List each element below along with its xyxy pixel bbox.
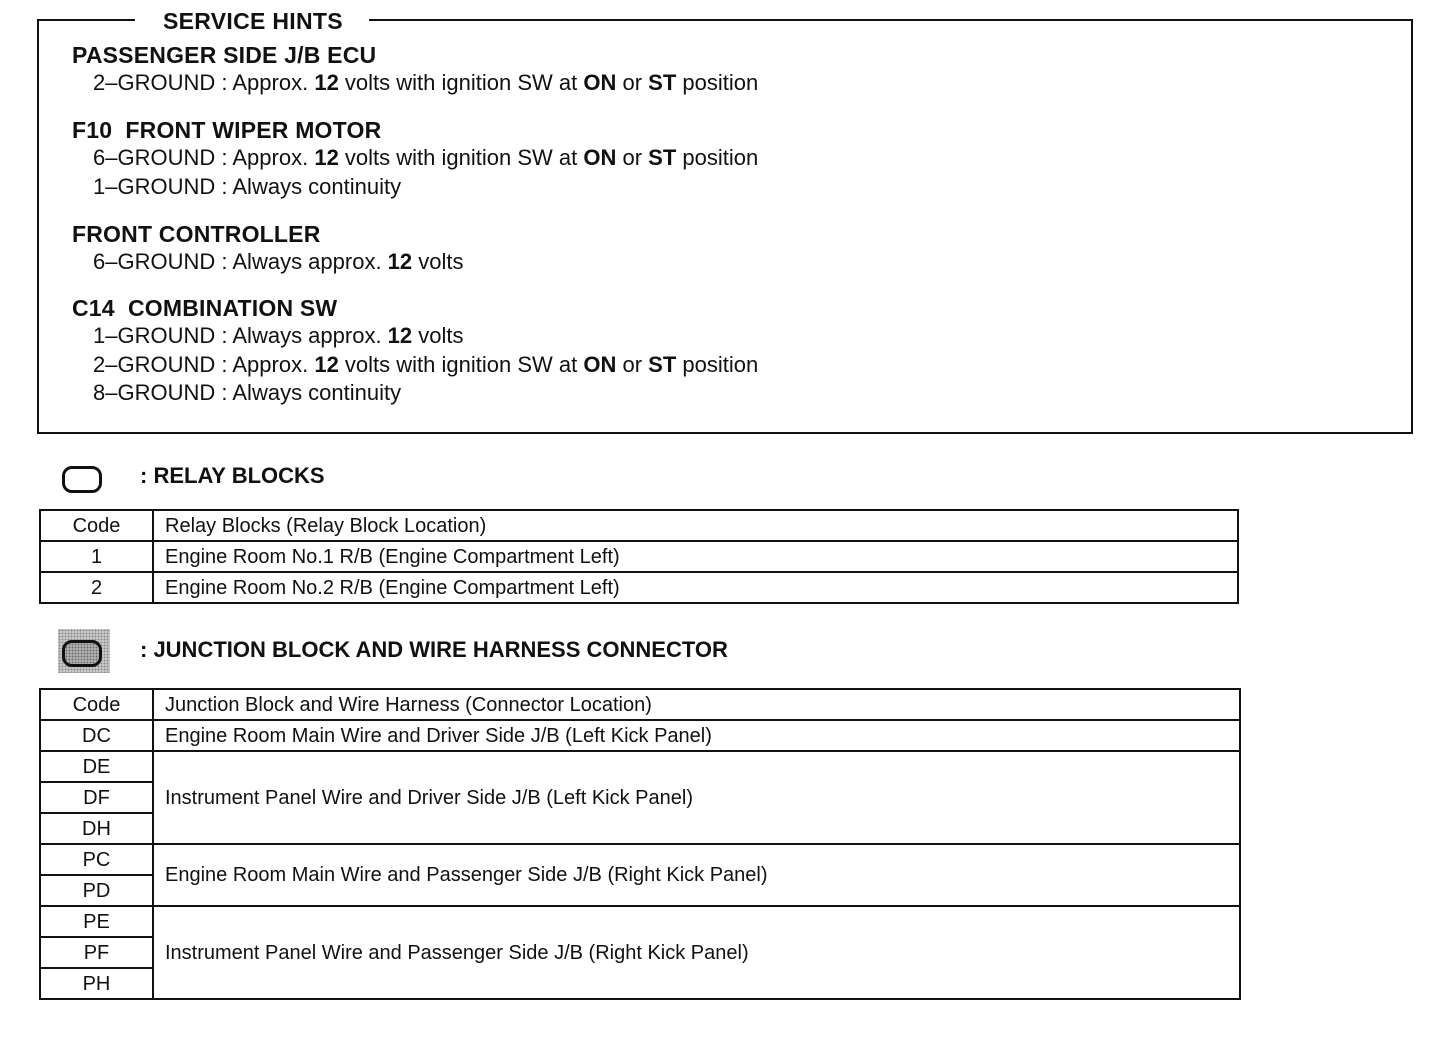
emphasis-text: 12 <box>314 145 339 170</box>
description-cell: Engine Room No.2 R/B (Engine Compartment Left) <box>153 572 1238 603</box>
hint-text: or <box>616 351 649 377</box>
table-row <box>40 844 1240 875</box>
emphasis-text: 12 <box>314 351 339 377</box>
emphasis-text: ON <box>583 70 617 95</box>
hint-heading: C14 COMBINATION SW <box>72 295 338 321</box>
hint-text: Approx. <box>227 145 315 170</box>
hint-text: or <box>616 70 649 95</box>
description-header: Junction Block and Wire Harness (Connector Location) <box>153 689 1240 720</box>
hint-group-combination-sw <box>72 294 758 408</box>
code-cell: PC <box>40 844 153 875</box>
table-header-row <box>40 510 1238 541</box>
hint-line <box>72 173 758 202</box>
code-cell: 2 <box>40 572 153 603</box>
emphasis-text: ST <box>648 70 677 95</box>
hint-text: Approx. <box>227 351 315 377</box>
description-header: Relay Blocks (Relay Block Location) <box>153 510 1238 541</box>
pin-label: 2–GROUND : <box>93 351 228 377</box>
code-cell: PE <box>40 906 153 937</box>
pin-label: 1–GROUND : <box>93 323 228 348</box>
table-row <box>40 541 1238 572</box>
hint-heading: F10 FRONT WIPER MOTOR <box>72 117 382 143</box>
table-row <box>40 572 1238 603</box>
code-cell: PH <box>40 968 153 999</box>
code-cell: PD <box>40 875 153 906</box>
hint-group-front-wiper-motor <box>72 116 758 201</box>
emphasis-text: 12 <box>387 249 413 274</box>
code-cell: 1 <box>40 541 153 572</box>
table-row <box>40 906 1240 937</box>
hint-line <box>72 248 464 277</box>
code-cell: PF <box>40 937 153 968</box>
emphasis-text: 12 <box>314 70 339 95</box>
table-row <box>40 751 1240 782</box>
hint-line <box>72 69 758 98</box>
hint-text: position <box>676 70 759 95</box>
hint-text: volts with ignition SW at <box>338 145 584 170</box>
table-row <box>40 720 1240 751</box>
code-cell: DF <box>40 782 153 813</box>
hint-text: Always continuity <box>227 380 402 405</box>
hint-text: volts <box>412 249 464 274</box>
hint-line <box>72 144 758 173</box>
service-hints-title: SERVICE HINTS <box>135 7 369 35</box>
table-header-row <box>40 689 1240 720</box>
hint-group-passenger-jb-ecu <box>72 41 758 98</box>
hint-text: volts <box>412 323 464 348</box>
description-cell: Engine Room Main Wire and Driver Side J/B (Left Kick Panel) <box>153 720 1240 751</box>
pin-label: 6–GROUND : <box>93 145 228 170</box>
junction-block-label: : JUNCTION BLOCK AND WIRE HARNESS CONNECTOR <box>140 637 728 662</box>
emphasis-text: 12 <box>387 323 413 348</box>
pin-label: 8–GROUND : <box>93 380 228 405</box>
code-cell: DE <box>40 751 153 782</box>
junction-block-table <box>39 688 1241 1000</box>
hint-group-front-controller <box>72 220 464 277</box>
code-cell: DC <box>40 720 153 751</box>
emphasis-text: ST <box>648 145 677 170</box>
hint-heading: PASSENGER SIDE J/B ECU <box>72 42 377 68</box>
description-cell: Instrument Panel Wire and Passenger Side J/B (Right Kick Panel) <box>153 906 1240 999</box>
pin-label: 6–GROUND : <box>93 249 228 274</box>
relay-blocks-label: : RELAY BLOCKS <box>140 463 325 488</box>
service-hints-box <box>37 8 1413 434</box>
hint-line <box>72 379 758 408</box>
description-cell: Engine Room Main Wire and Passenger Side J/B (Right Kick Panel) <box>153 844 1240 906</box>
emphasis-text: ON <box>583 145 617 170</box>
hint-text: volts with ignition SW at <box>338 70 584 95</box>
hint-text: Approx. <box>227 70 315 95</box>
junction-block-symbol-icon <box>62 640 102 667</box>
hint-text: position <box>676 351 759 377</box>
hint-heading: FRONT CONTROLLER <box>72 221 321 247</box>
hint-text: position <box>676 145 759 170</box>
hint-text: Always approx. <box>227 323 388 348</box>
relay-blocks-table <box>39 509 1239 604</box>
emphasis-text: ST <box>648 351 677 377</box>
hint-text: or <box>616 145 649 170</box>
pin-label: 1–GROUND : <box>93 173 228 199</box>
hint-line <box>72 322 758 351</box>
description-cell: Engine Room No.1 R/B (Engine Compartment Left) <box>153 541 1238 572</box>
code-header: Code <box>40 689 153 720</box>
code-header: Code <box>40 510 153 541</box>
hint-text: Always approx. <box>227 249 388 274</box>
hint-line <box>72 351 758 380</box>
code-cell: DH <box>40 813 153 844</box>
hint-text: Always continuity <box>227 173 402 199</box>
description-cell: Instrument Panel Wire and Driver Side J/B (Left Kick Panel) <box>153 751 1240 844</box>
emphasis-text: ON <box>583 351 617 377</box>
hint-text: volts with ignition SW at <box>338 351 584 377</box>
pin-label: 2–GROUND : <box>93 70 228 95</box>
relay-block-symbol-icon <box>62 466 102 493</box>
